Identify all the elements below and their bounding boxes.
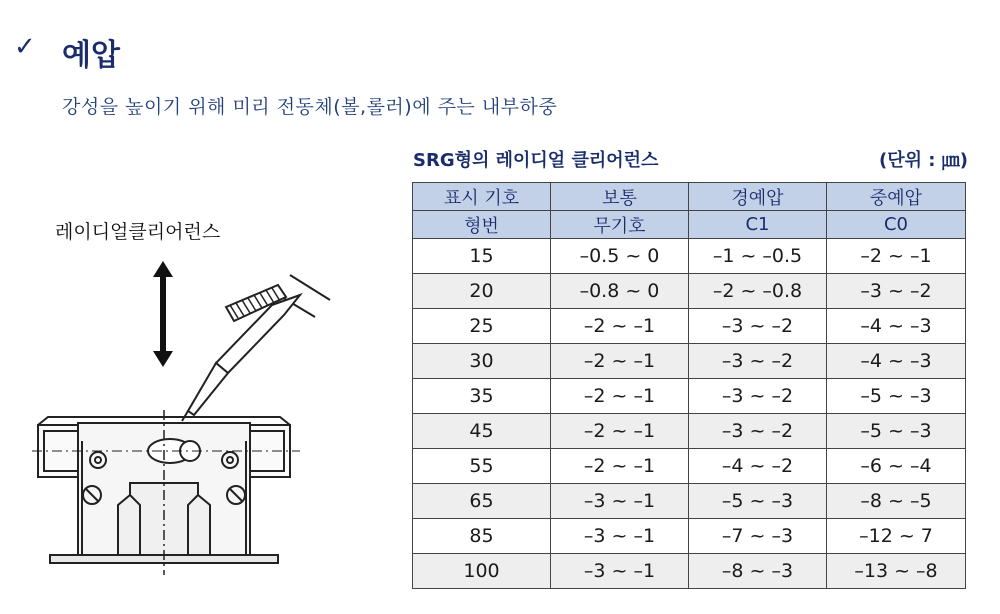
clearance-cell: –13 ~ –8 xyxy=(827,554,966,589)
clearance-cell: –6 ~ –4 xyxy=(827,449,966,484)
diagram-label: 레이디얼클리어런스 xyxy=(55,221,221,243)
radial-clearance-table xyxy=(412,182,966,589)
clearance-cell: –5 ~ –3 xyxy=(827,379,966,414)
clearance-cell: –2 ~ –0.8 xyxy=(689,274,827,309)
clearance-cell: –0.5 ~ 0 xyxy=(551,239,689,274)
clearance-cell: –7 ~ –3 xyxy=(689,519,827,554)
table-header-cell: 표시 기호 xyxy=(413,183,551,211)
table-header-cell: C0 xyxy=(827,211,966,239)
clearance-cell: –8 ~ –3 xyxy=(689,554,827,589)
model-number-cell: 15 xyxy=(413,239,551,274)
clearance-cell: –4 ~ –3 xyxy=(827,344,966,379)
model-number-cell: 25 xyxy=(413,309,551,344)
model-number-cell: 100 xyxy=(413,554,551,589)
clearance-cell: –0.8 ~ 0 xyxy=(551,274,689,309)
clearance-cell: –3 ~ –1 xyxy=(551,484,689,519)
model-number-cell: 20 xyxy=(413,274,551,309)
model-number-cell: 85 xyxy=(413,519,551,554)
clearance-cell: –2 ~ –1 xyxy=(551,309,689,344)
table-caption: SRG형의 레이디얼 클리어런스 xyxy=(413,150,659,171)
unit-label: (단위 : ㎛) xyxy=(879,150,968,171)
clearance-cell: –5 ~ –3 xyxy=(689,484,827,519)
table-row xyxy=(413,449,966,484)
table-row xyxy=(413,239,966,274)
clearance-cell: –2 ~ –1 xyxy=(827,239,966,274)
clearance-cell: –8 ~ –5 xyxy=(827,484,966,519)
table-header-row xyxy=(413,211,966,239)
clearance-cell: –4 ~ –2 xyxy=(689,449,827,484)
table-header-cell: 경예압 xyxy=(689,183,827,211)
table-header-cell: 무기호 xyxy=(551,211,689,239)
table-row xyxy=(413,344,966,379)
check-mark-icon: ✓ xyxy=(14,32,36,62)
page-subtitle: 강성을 높이기 위해 미리 전동체(볼,롤러)에 주는 내부하중 xyxy=(62,96,558,118)
model-number-cell: 55 xyxy=(413,449,551,484)
page-title: 예압 xyxy=(62,38,120,73)
table-body xyxy=(413,183,966,589)
table-header-cell: 보통 xyxy=(551,183,689,211)
linear-guide-diagram xyxy=(30,255,350,600)
clearance-cell: –2 ~ –1 xyxy=(551,344,689,379)
clearance-cell: –2 ~ –1 xyxy=(551,379,689,414)
model-number-cell: 65 xyxy=(413,484,551,519)
table-row xyxy=(413,519,966,554)
clearance-cell: –5 ~ –3 xyxy=(827,414,966,449)
linear-guide-block-icon xyxy=(32,410,300,575)
table-header-cell: 중예압 xyxy=(827,183,966,211)
clearance-cell: –3 ~ –1 xyxy=(551,519,689,554)
table-header-row xyxy=(413,183,966,211)
table-row xyxy=(413,274,966,309)
table-header-cell: 형번 xyxy=(413,211,551,239)
model-number-cell: 35 xyxy=(413,379,551,414)
double-arrow-icon xyxy=(153,261,173,367)
clearance-cell: –2 ~ –1 xyxy=(551,449,689,484)
model-number-cell: 45 xyxy=(413,414,551,449)
clearance-cell: –12 ~ 7 xyxy=(827,519,966,554)
table-row xyxy=(413,554,966,589)
table-row xyxy=(413,309,966,344)
table-row xyxy=(413,484,966,519)
clearance-cell: –3 ~ –2 xyxy=(689,344,827,379)
table-row xyxy=(413,379,966,414)
clearance-cell: –1 ~ –0.5 xyxy=(689,239,827,274)
clearance-cell: –3 ~ –2 xyxy=(689,414,827,449)
model-number-cell: 30 xyxy=(413,344,551,379)
table-header-cell: C1 xyxy=(689,211,827,239)
clearance-cell: –3 ~ –2 xyxy=(827,274,966,309)
clearance-cell: –3 ~ –1 xyxy=(551,554,689,589)
dial-gauge-icon xyxy=(182,275,330,421)
clearance-cell: –4 ~ –3 xyxy=(827,309,966,344)
clearance-cell: –3 ~ –2 xyxy=(689,379,827,414)
clearance-cell: –3 ~ –2 xyxy=(689,309,827,344)
table-row xyxy=(413,414,966,449)
clearance-cell: –2 ~ –1 xyxy=(551,414,689,449)
